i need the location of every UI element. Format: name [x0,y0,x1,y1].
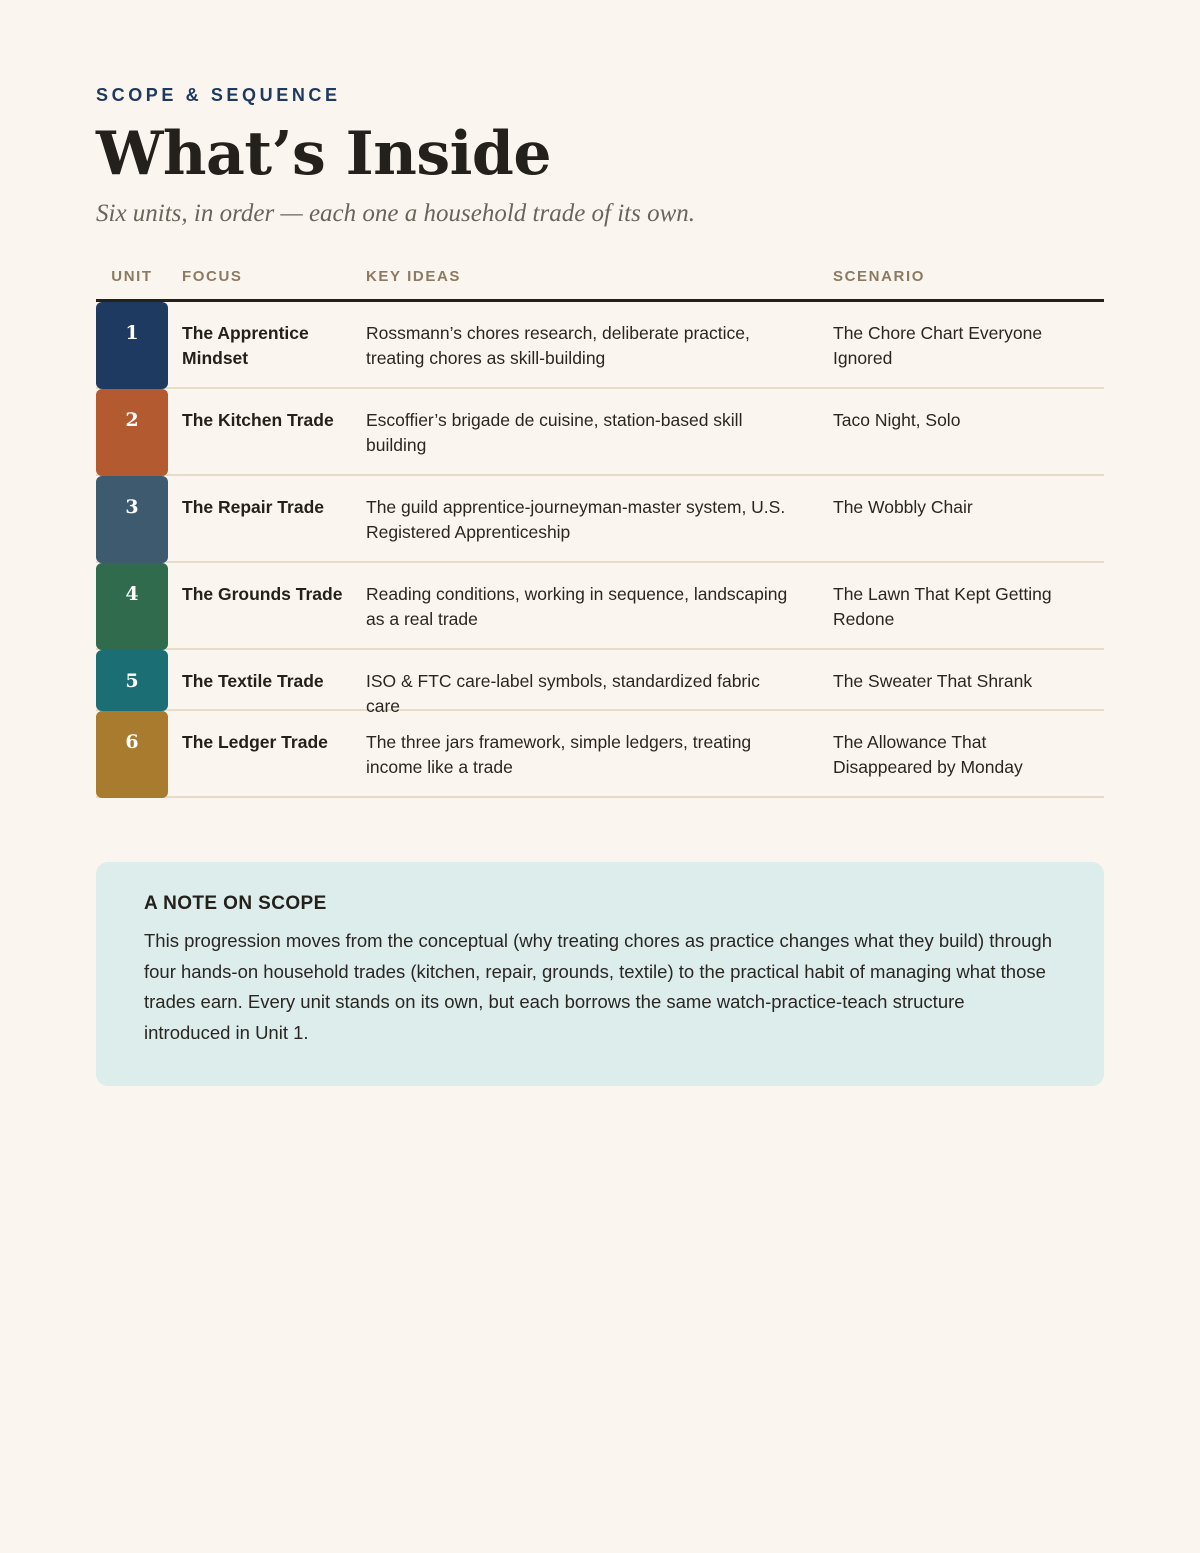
table-row [96,563,1104,650]
column-header-scenario: SCENARIO [833,268,925,285]
table-row [96,650,1104,716]
unit-focus: The Kitchen Trade [182,410,334,430]
table-header [96,262,1104,302]
note-body: This progression moves from the conceptual (why treating chores as practice changes what they build) through four hands-on household trades (kitchen, repair, grounds, textile) to the practical habit of managing what those trades earn. Every unit stands on its own, but each borrows the same watch-practice-teach structure introduced in Unit 1. [144,930,1052,1043]
column-header-focus: FOCUS [182,268,243,285]
page-title: What’s Inside [96,119,552,189]
table-row [96,302,1104,389]
table-row [96,476,1104,563]
column-header-unit: UNIT [111,268,153,285]
unit-badge: 1 [96,302,168,389]
page-subtitle: Six units, in order — each one a household trade of its own. [96,200,696,227]
note-title: A NOTE ON SCOPE [144,893,327,914]
unit-focus: The Ledger Trade [182,732,328,752]
unit-scenario: The Lawn That Kept Getting Redone [833,584,1052,629]
unit-badge: 2 [96,389,168,476]
unit-badge: 6 [96,711,168,798]
unit-scenario: The Allowance That Disappeared by Monday [833,732,1023,777]
unit-key-ideas: Rossmann’s chores research, deliberate practice, treating chores as skill-building [366,323,750,368]
unit-scenario: The Wobbly Chair [833,497,973,517]
unit-focus: The Grounds Trade [182,584,343,604]
column-header-key-ideas: KEY IDEAS [366,268,461,285]
unit-badge: 4 [96,563,168,650]
unit-focus: The Textile Trade [182,671,324,691]
unit-focus: The Repair Trade [182,497,324,517]
unit-key-ideas: Reading conditions, working in sequence, landscaping as a real trade [366,584,788,629]
unit-key-ideas: ISO & FTC care-label symbols, standardized fabric care [366,671,760,716]
scope-note-box [96,862,1104,1086]
table-row [96,711,1104,798]
unit-key-ideas: The guild apprentice-journeyman-master system, U.S. Registered Apprenticeship [366,497,786,542]
unit-focus: The Apprentice Mindset [182,323,309,368]
unit-scenario: The Chore Chart Everyone Ignored [833,323,1043,368]
unit-key-ideas: Escoffier’s brigade de cuisine, station-based skill building [366,410,743,455]
unit-badge: 3 [96,476,168,563]
unit-key-ideas: The three jars framework, simple ledgers, treating income like a trade [366,732,752,777]
section-eyebrow: SCOPE & SEQUENCE [96,85,341,105]
unit-badge: 5 [96,650,168,711]
scope-table [96,262,1104,798]
unit-scenario: The Sweater That Shrank [833,671,1033,691]
unit-scenario: Taco Night, Solo [833,410,961,430]
table-row [96,389,1104,476]
